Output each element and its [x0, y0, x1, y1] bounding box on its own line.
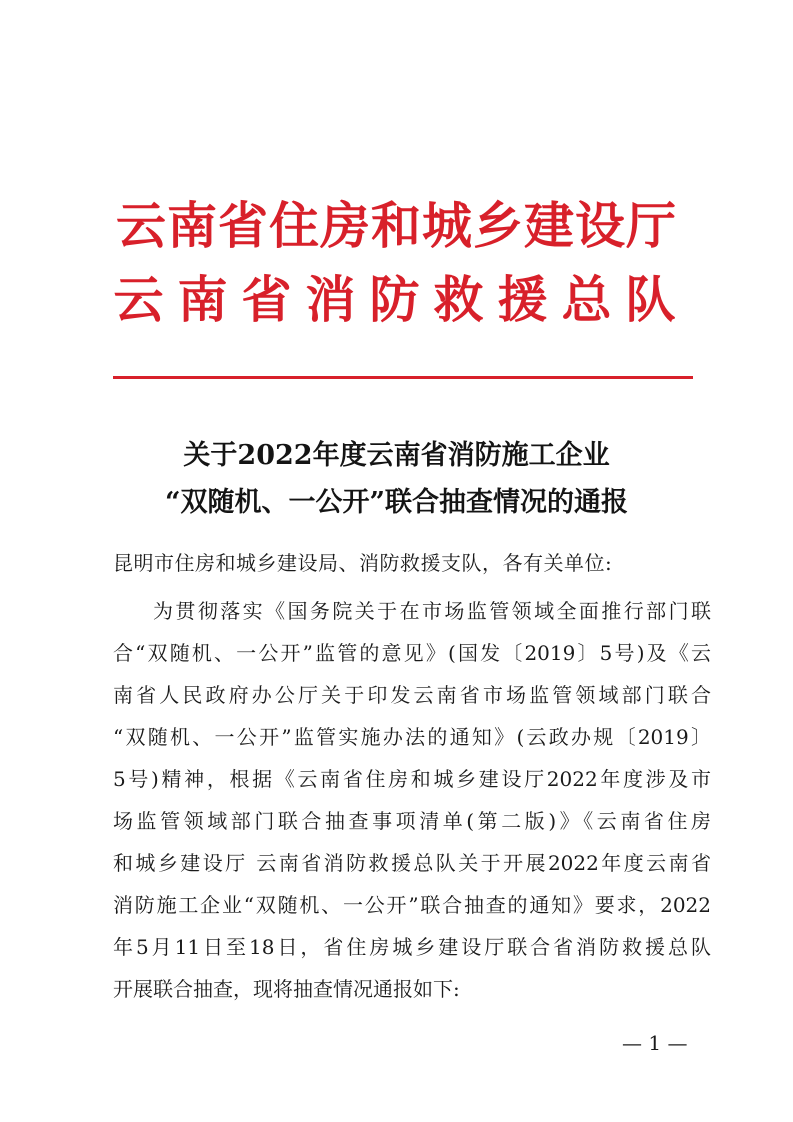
body-line: 开展联合抽查，现将抽查情况通报如下:	[113, 977, 460, 1001]
body-paragraph	[113, 590, 711, 1010]
body-line: 合“双随机、一公开”监管的意见》(国发〔2019〕5号)及《云	[113, 641, 711, 665]
body-line: 消防施工企业“双随机、一公开”联合抽查的通知》要求，2022	[113, 893, 711, 917]
addressee-line: 昆明市住房和城乡建设局、消防救援支队，各有关单位:	[113, 551, 613, 575]
issuer-housing-department: 云南省住房和城乡建设厅	[116, 196, 677, 255]
page-number: — 1 —	[622, 1031, 688, 1055]
body-line: 南省人民政府办公厅关于印发云南省市场监管领域部门联合	[113, 683, 711, 707]
document-title-line-2: “双随机、一公开”联合抽查情况的通报	[164, 487, 629, 518]
body-line: 和城乡建设厅 云南省消防救援总队关于开展2022年度云南省	[113, 851, 711, 875]
body-line: 年5月11日至18日，省住房城乡建设厅联合省消防救援总队	[113, 935, 711, 959]
body-line: “双随机、一公开”监管实施办法的通知》(云政办规〔2019〕	[113, 725, 711, 749]
red-header-rule	[113, 376, 693, 379]
document-title-line-1: 关于2022年度云南省消防施工企业	[183, 440, 610, 471]
body-line: 为贯彻落实《国务院关于在市场监管领域全面推行部门联	[153, 599, 711, 623]
body-line: 5号)精神，根据《云南省住房和城乡建设厅2022年度涉及市	[113, 767, 711, 791]
body-line: 场监管领域部门联合抽查事项清单(第二版)》《云南省住房	[113, 809, 711, 833]
issuer-fire-rescue-corps: 云南省消防救援总队	[113, 270, 690, 329]
